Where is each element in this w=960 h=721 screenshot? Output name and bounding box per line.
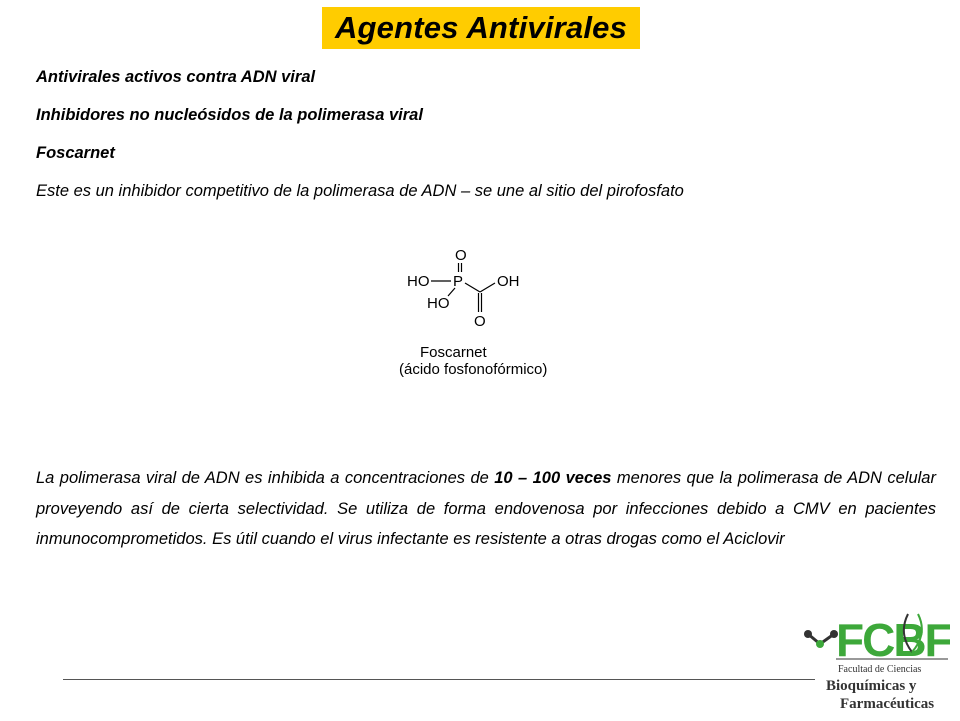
chemical-structure-diagram [395,240,555,335]
footer-divider [63,679,815,680]
heading-inhibidores: Inhibidores no nucleósidos de la polimerasa viral [36,106,423,124]
bond-p-c [465,283,480,292]
description-text: Este es un inhibidor competitivo de la polimerasa de ADN – se une al sitio del pirofosfato [36,182,684,200]
title-banner [322,7,640,49]
atom-o-top: O [455,247,467,264]
atom-o-bottom: O [474,313,486,330]
paragraph-highlight: 10 – 100 veces [494,469,612,487]
atom-ho-bottom: HO [427,295,450,312]
fcbf-logo [800,608,950,716]
page-title: Agentes Antivirales [334,10,628,45]
logo-farmaceuticas-line: Farmacéuticas [840,696,935,712]
bond-p-ho [448,288,455,296]
structure-caption-chem: (ácido fosfonofórmico) [399,361,548,378]
bond-c-oh [480,283,495,292]
logo-bioquimicas-line: Bioquímicas y [826,678,917,694]
atom-oh-right: OH [497,273,520,290]
paragraph-part2: menores que la polimerasa de ADN celular proveyendo así de cierta selectividad. Se utiliza de forma endovenosa por infecciones debido a CMV en pacientes inmunocomprometidos. Es útil cuando el virus infectante es resistente a otras drogas como el Aciclovir [36,469,936,548]
logo-letters: FCBF [836,614,950,666]
structure-caption-name: Foscarnet [420,344,487,361]
atom-ho-left: HO [407,273,430,290]
heading-antivirales-adn: Antivirales activos contra ADN viral [36,68,316,86]
body-paragraph [36,463,936,555]
paragraph-part1: La polimerasa viral de ADN es inhibida a concentraciones de [36,469,495,487]
logo-faculty-line: Facultad de Ciencias [838,664,922,675]
atom-p: P [453,273,464,290]
heading-foscarnet: Foscarnet [36,144,115,162]
foscarnet-structure [395,240,555,335]
